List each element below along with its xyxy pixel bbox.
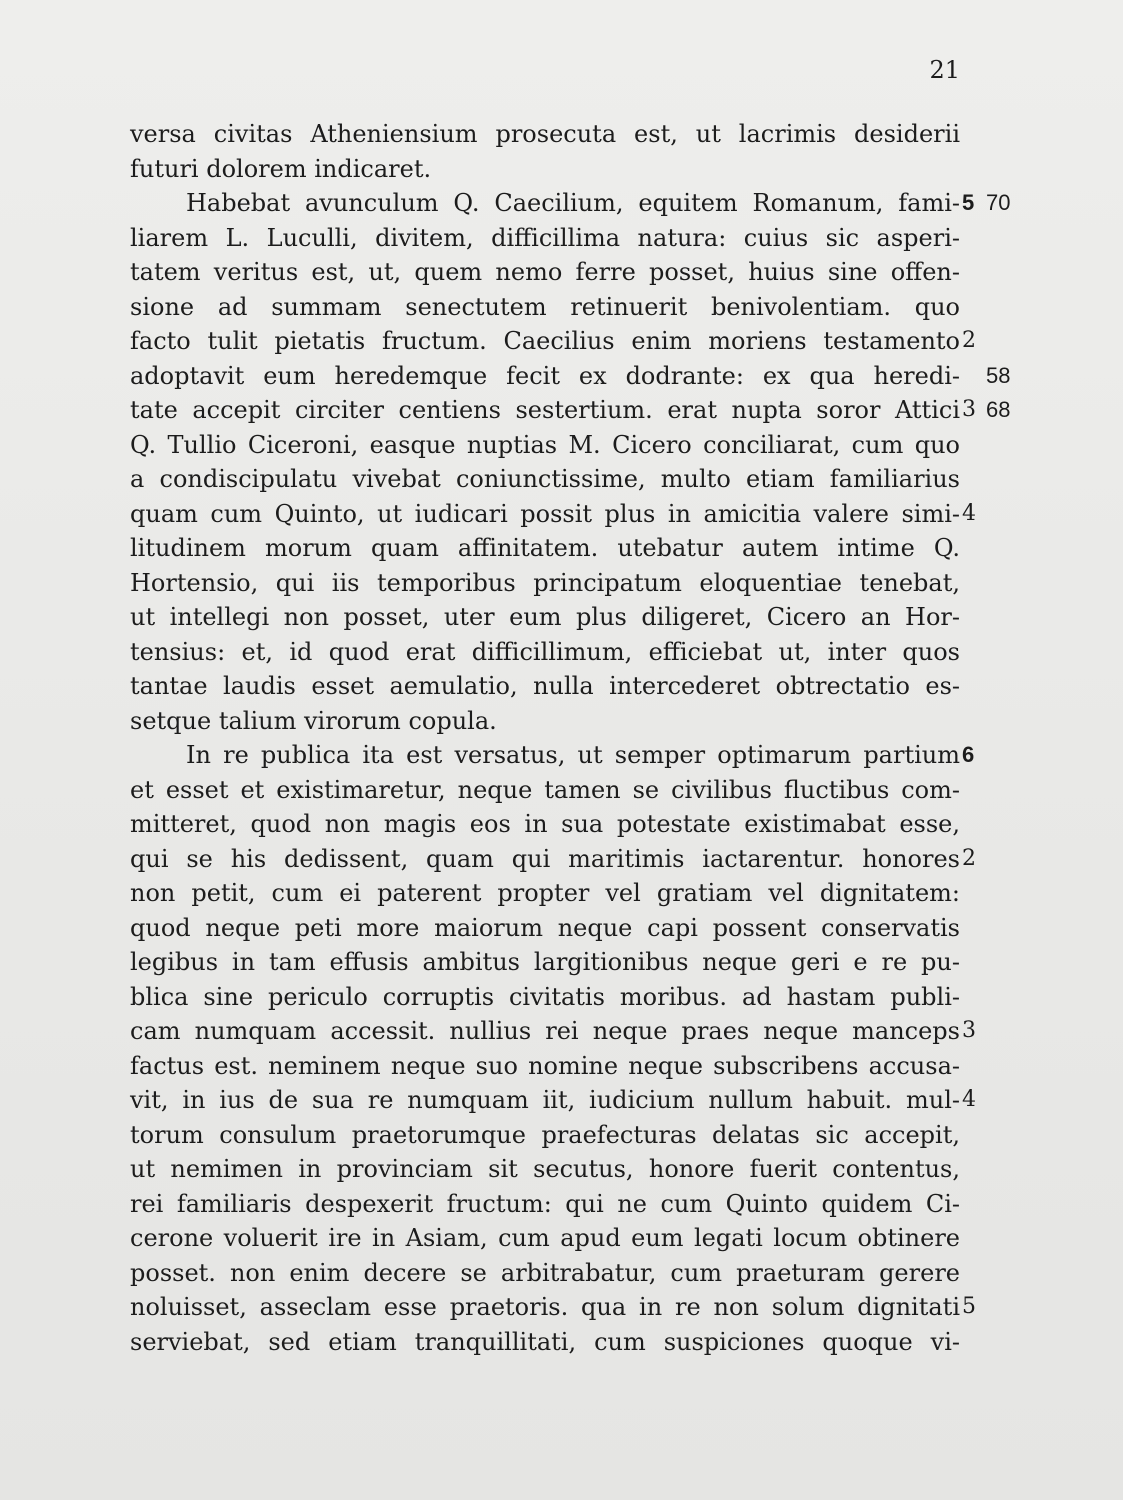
line-text: serviebat, sed etiam tranquillitati, cum suspiciones quoque vi- <box>130 1327 960 1356</box>
line-text: liarem L. Luculli, divitem, difficillima natura: cuius sic asperi- <box>130 223 960 252</box>
line-text: blica sine periculo corruptis civitatis moribus. ad hastam publi- <box>130 982 960 1011</box>
line-text: In re publica ita est versatus, ut semper optimarum partium <box>186 741 960 769</box>
text-line <box>130 842 976 877</box>
section-number: 2 <box>962 845 976 871</box>
text-line <box>130 393 1011 428</box>
line-text: ut nemimen in provinciam sit secutus, honore fuerit contentus, <box>130 1155 960 1183</box>
line-text: quam cum Quinto, ut iudicari possit plus in amicitia valere simi- <box>130 499 960 528</box>
line-text: non petit, cum ei paterent propter vel gratiam vel dignitatem: <box>130 879 960 907</box>
text-line <box>130 1221 960 1256</box>
text-line <box>130 738 975 773</box>
line-text: adoptavit eum heredemque fecit ex dodrante: ex qua heredi- <box>130 361 960 390</box>
line-text: ut intellegi non posset, uter eum plus diligeret, Cicero an Hor- <box>130 603 960 631</box>
page-number: 21 <box>929 56 960 84</box>
text-line <box>130 911 960 946</box>
text-line <box>130 669 960 704</box>
text-line <box>130 221 960 256</box>
section-number: 3 <box>962 397 976 422</box>
line-text: vit, in ius de sua re numquam iit, iudicium nullum habuit. mul- <box>130 1086 960 1114</box>
text-line <box>130 324 976 359</box>
text-line <box>130 1049 960 1084</box>
line-text: Hortensio, qui iis temporibus principatum eloquentiae tenebat, <box>130 568 960 597</box>
body-text <box>130 117 1011 1359</box>
line-text: sione ad summam senectutem retinuerit benivolentiam. quo <box>130 292 960 321</box>
text-line <box>130 117 960 152</box>
line-text: mitteret, quod non magis eos in sua potestate existimabat esse, <box>130 810 960 838</box>
text-line <box>130 1152 960 1187</box>
line-text: torum consulum praetorumque praefecturas delatas sic accepit, <box>130 1120 960 1149</box>
text-line <box>130 186 1011 221</box>
line-text: rei familiaris despexerit fructum: qui ne cum Quinto quidem Ci- <box>130 1189 960 1218</box>
text-line <box>130 1256 960 1291</box>
text-line <box>130 1290 976 1325</box>
text-line <box>130 704 960 739</box>
line-text: tatem veritus est, ut, quem nemo ferre posset, huius sine offen- <box>130 258 960 286</box>
text-line <box>130 980 960 1015</box>
text-line <box>130 773 960 808</box>
text-line <box>130 635 960 670</box>
text-line <box>130 1014 976 1049</box>
text-line <box>130 600 960 635</box>
line-text: factus est. neminem neque suo nomine neque subscribens accusa- <box>130 1051 960 1080</box>
text-line <box>130 428 960 463</box>
line-text: quod neque peti more maiorum neque capi possent conservatis <box>130 913 960 942</box>
section-number: 5 <box>962 190 975 215</box>
text-line <box>130 462 960 497</box>
line-text: futuri dolorem indicaret. <box>130 154 432 183</box>
line-text: et esset et existimaretur, neque tamen se civilibus fluctibus com- <box>130 775 960 804</box>
section-number: 6 <box>962 742 975 767</box>
line-text: cam numquam accessit. nullius rei neque praes neque manceps <box>130 1017 960 1045</box>
line-text: cerone voluerit ire in Asiam, cum apud eum legati locum obtinere <box>130 1224 960 1252</box>
text-line <box>130 807 960 842</box>
section-number: 2 <box>962 328 976 353</box>
text-line <box>130 497 976 532</box>
text-line <box>130 876 960 911</box>
text-line <box>130 1118 960 1153</box>
text-line <box>130 255 960 290</box>
section-number: 4 <box>962 500 976 526</box>
text-line <box>130 152 960 187</box>
line-text: facto tulit pietatis fructum. Caecilius enim moriens testamento <box>130 327 960 355</box>
line-text: Habebat avunculum Q. Caecilium, equitem Romanum, fami- <box>186 189 960 217</box>
text-line <box>130 1187 960 1222</box>
text-line <box>130 945 960 980</box>
text-line <box>130 1083 976 1118</box>
line-text: legibus in tam effusis ambitus largitionibus neque geri e re pu- <box>130 948 960 976</box>
line-text: tate accepit circiter centiens sestertium. erat nupta soror Attici <box>130 396 960 424</box>
line-text: litudinem morum quam affinitatem. utebatur autem intime Q. <box>130 534 960 562</box>
margin-reference: 70 <box>986 190 1011 215</box>
text-line <box>130 359 1011 394</box>
text-line <box>130 1325 960 1360</box>
section-number: 5 <box>962 1294 976 1319</box>
line-text: noluisset, asseclam esse praetoris. qua in re non solum dignitati <box>130 1293 960 1321</box>
line-text: setque talium virorum copula. <box>130 706 497 735</box>
text-line <box>130 566 960 601</box>
line-text: tensius: et, id quod erat difficillimum, efficiebat ut, inter quos <box>130 637 960 666</box>
line-text: qui se his dedissent, quam qui maritimis iactarentur. honores <box>130 844 960 873</box>
section-number: 3 <box>962 1018 976 1043</box>
line-text: posset. non enim decere se arbitrabatur, cum praeturam gerere <box>130 1258 960 1287</box>
line-text: a condiscipulatu vivebat coniunctissime, multo etiam familiarius <box>130 465 960 493</box>
text-line <box>130 290 960 325</box>
margin-reference: 68 <box>986 397 1011 422</box>
line-text: Q. Tullio Ciceroni, easque nuptias M. Cicero conciliarat, cum quo <box>130 430 960 459</box>
margin-reference: 58 <box>986 362 1011 388</box>
text-line <box>130 531 960 566</box>
line-text: tantae laudis esset aemulatio, nulla intercederet obtrectatio es- <box>130 672 960 700</box>
section-number: 4 <box>962 1087 976 1112</box>
line-text: versa civitas Atheniensium prosecuta est, ut lacrimis desiderii <box>130 120 960 148</box>
